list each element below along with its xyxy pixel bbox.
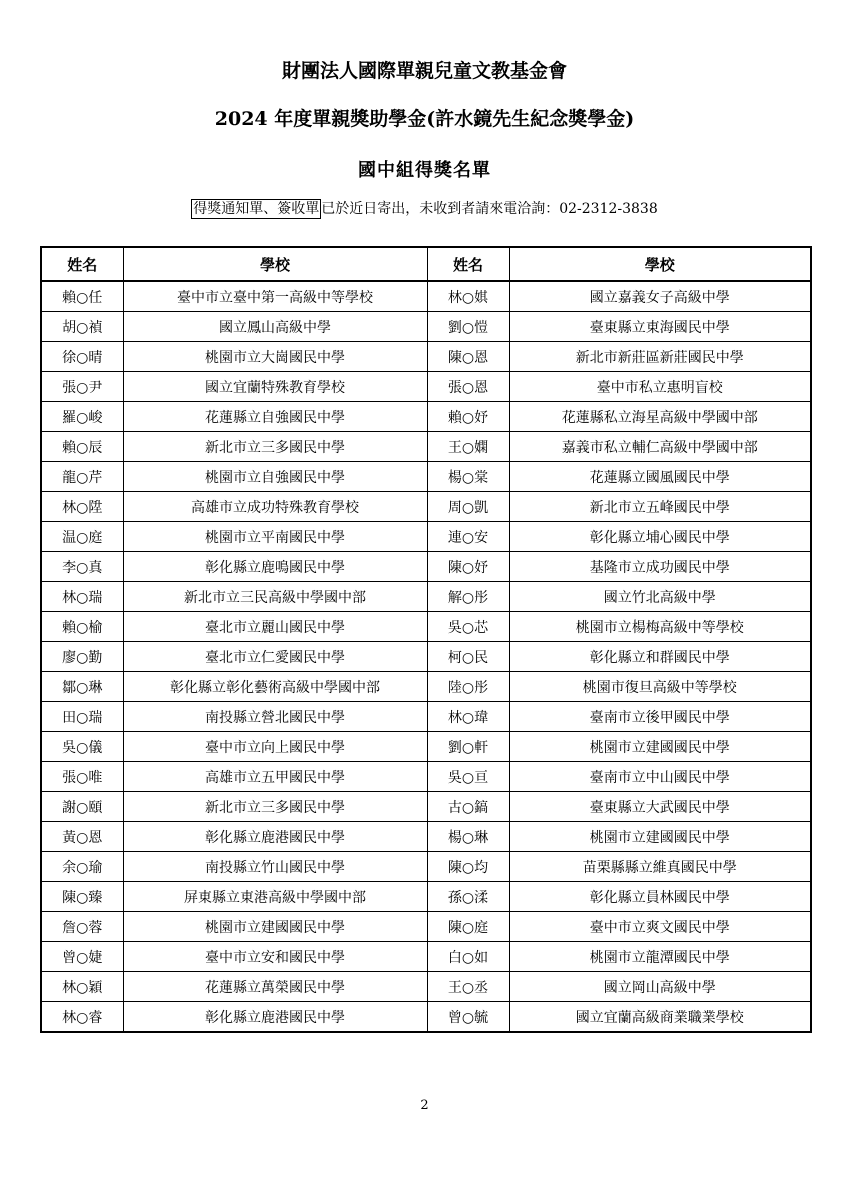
name-cell: 周○凱 <box>427 492 509 522</box>
name-cell: 余○瑜 <box>41 852 123 882</box>
school-cell: 國立嘉義女子高級中學 <box>509 281 811 312</box>
name-cell: 林○穎 <box>41 972 123 1002</box>
table-row <box>41 642 811 672</box>
table-row <box>41 672 811 702</box>
table-row <box>41 612 811 642</box>
school-cell: 花蓮縣立萬榮國民中學 <box>123 972 427 1002</box>
table-row <box>41 822 811 852</box>
name-cell: 張○尹 <box>41 372 123 402</box>
name-cell: 白○如 <box>427 942 509 972</box>
name-cell: 柯○民 <box>427 642 509 672</box>
header-school-left: 學校 <box>123 247 427 281</box>
table-row <box>41 281 811 312</box>
name-cell: 古○鎬 <box>427 792 509 822</box>
table-row <box>41 312 811 342</box>
name-cell: 黃○恩 <box>41 822 123 852</box>
name-cell: 陳○妤 <box>427 552 509 582</box>
school-cell: 國立宜蘭高級商業職業學校 <box>509 1002 811 1033</box>
school-cell: 國立竹北高級中學 <box>509 582 811 612</box>
list-title: 國中組得獎名單 <box>358 160 491 181</box>
table-row <box>41 492 811 522</box>
school-cell: 臺中市立安和國民中學 <box>123 942 427 972</box>
school-cell: 彰化縣立鹿港國民中學 <box>123 822 427 852</box>
table-row <box>41 402 811 432</box>
table-row <box>41 972 811 1002</box>
school-cell: 彰化縣立埔心國民中學 <box>509 522 811 552</box>
name-cell: 徐○晴 <box>41 342 123 372</box>
notice-line <box>0 198 849 218</box>
school-cell: 花蓮縣立自強國民中學 <box>123 402 427 432</box>
name-cell: 林○睿 <box>41 1002 123 1033</box>
name-cell: 賴○榆 <box>41 612 123 642</box>
award-table <box>40 246 812 1033</box>
school-cell: 彰化縣立員林國民中學 <box>509 882 811 912</box>
school-cell: 臺中市立爽文國民中學 <box>509 912 811 942</box>
school-cell: 花蓮縣私立海星高級中學國中部 <box>509 402 811 432</box>
name-cell: 鄒○琳 <box>41 672 123 702</box>
school-cell: 彰化縣立彰化藝術高級中學國中部 <box>123 672 427 702</box>
school-cell: 臺南市立後甲國民中學 <box>509 702 811 732</box>
header-name-left: 姓名 <box>41 247 123 281</box>
table-header-row <box>41 247 811 281</box>
name-cell: 陳○臻 <box>41 882 123 912</box>
name-cell: 羅○峻 <box>41 402 123 432</box>
school-cell: 基隆市立成功國民中學 <box>509 552 811 582</box>
table-row <box>41 702 811 732</box>
name-cell: 林○娸 <box>427 281 509 312</box>
name-cell: 楊○棠 <box>427 462 509 492</box>
school-cell: 臺北市立仁愛國民中學 <box>123 642 427 672</box>
table-row <box>41 462 811 492</box>
school-cell: 桃園市立平南國民中學 <box>123 522 427 552</box>
school-cell: 苗栗縣縣立維真國民中學 <box>509 852 811 882</box>
name-cell: 吳○亘 <box>427 762 509 792</box>
school-cell: 臺東縣立大武國民中學 <box>509 792 811 822</box>
name-cell: 解○彤 <box>427 582 509 612</box>
name-cell: 賴○任 <box>41 281 123 312</box>
name-cell: 曾○婕 <box>41 942 123 972</box>
name-cell: 吳○芯 <box>427 612 509 642</box>
name-cell: 陳○恩 <box>427 342 509 372</box>
name-cell: 張○唯 <box>41 762 123 792</box>
name-cell: 胡○禎 <box>41 312 123 342</box>
school-cell: 桃園市立建國國民中學 <box>509 822 811 852</box>
school-cell: 彰化縣立鹿港國民中學 <box>123 1002 427 1033</box>
name-cell: 王○嫻 <box>427 432 509 462</box>
name-cell: 詹○蓉 <box>41 912 123 942</box>
school-cell: 新北市立三多國民中學 <box>123 432 427 462</box>
program-title: 2024 年度單親獎助學金(許水鏡先生紀念獎學金) <box>214 108 635 130</box>
header-school-right: 學校 <box>509 247 811 281</box>
school-cell: 南投縣立營北國民中學 <box>123 702 427 732</box>
school-cell: 高雄市立五甲國民中學 <box>123 762 427 792</box>
school-cell: 臺中市立臺中第一高級中等學校 <box>123 281 427 312</box>
org-title: 財團法人國際單親兒童文教基金會 <box>281 60 567 82</box>
school-cell: 彰化縣立和群國民中學 <box>509 642 811 672</box>
table-row <box>41 762 811 792</box>
name-cell: 孫○渘 <box>427 882 509 912</box>
school-cell: 新北市立三民高級中學國中部 <box>123 582 427 612</box>
name-cell: 陸○彤 <box>427 672 509 702</box>
school-cell: 新北市立五峰國民中學 <box>509 492 811 522</box>
table-row <box>41 1002 811 1033</box>
name-cell: 陳○均 <box>427 852 509 882</box>
page-number: 2 <box>420 1098 429 1113</box>
school-cell: 臺中市立向上國民中學 <box>123 732 427 762</box>
table-row <box>41 912 811 942</box>
school-cell: 桃園市立楊梅高級中等學校 <box>509 612 811 642</box>
name-cell: 王○丞 <box>427 972 509 1002</box>
name-cell: 林○瑞 <box>41 582 123 612</box>
name-cell: 温○庭 <box>41 522 123 552</box>
school-cell: 國立岡山高級中學 <box>509 972 811 1002</box>
name-cell: 楊○琳 <box>427 822 509 852</box>
name-cell: 劉○愷 <box>427 312 509 342</box>
school-cell: 桃園市立大崗國民中學 <box>123 342 427 372</box>
name-cell: 連○安 <box>427 522 509 552</box>
table-row <box>41 372 811 402</box>
name-cell: 田○瑞 <box>41 702 123 732</box>
table-row <box>41 342 811 372</box>
name-cell: 謝○頤 <box>41 792 123 822</box>
school-cell: 花蓮縣立國風國民中學 <box>509 462 811 492</box>
school-cell: 高雄市立成功特殊教育學校 <box>123 492 427 522</box>
school-cell: 嘉義市私立輔仁高級中學國中部 <box>509 432 811 462</box>
name-cell: 賴○妤 <box>427 402 509 432</box>
school-cell: 桃園市立自強國民中學 <box>123 462 427 492</box>
table-row <box>41 852 811 882</box>
notice-boxed-text: 得獎通知單、簽收單 <box>193 201 320 217</box>
name-cell: 劉○軒 <box>427 732 509 762</box>
table-row <box>41 522 811 552</box>
school-cell: 桃園市立建國國民中學 <box>123 912 427 942</box>
notice-text: 已於近日寄出，未收到者請來電洽詢：02-2312-3838 <box>321 201 658 217</box>
school-cell: 桃園市復旦高級中等學校 <box>509 672 811 702</box>
name-cell: 陳○庭 <box>427 912 509 942</box>
school-cell: 國立宜蘭特殊教育學校 <box>123 372 427 402</box>
school-cell: 臺中市私立惠明盲校 <box>509 372 811 402</box>
school-cell: 臺東縣立東海國民中學 <box>509 312 811 342</box>
table-row <box>41 432 811 462</box>
name-cell: 賴○辰 <box>41 432 123 462</box>
school-cell: 新北市立三多國民中學 <box>123 792 427 822</box>
school-cell: 彰化縣立鹿鳴國民中學 <box>123 552 427 582</box>
name-cell: 林○瑋 <box>427 702 509 732</box>
header-name-right: 姓名 <box>427 247 509 281</box>
school-cell: 新北市新莊區新莊國民中學 <box>509 342 811 372</box>
name-cell: 林○陞 <box>41 492 123 522</box>
name-cell: 龍○芹 <box>41 462 123 492</box>
table-row <box>41 792 811 822</box>
school-cell: 臺北市立麗山國民中學 <box>123 612 427 642</box>
table-row <box>41 732 811 762</box>
table-row <box>41 882 811 912</box>
table-row <box>41 552 811 582</box>
school-cell: 南投縣立竹山國民中學 <box>123 852 427 882</box>
table-row <box>41 942 811 972</box>
school-cell: 臺南市立中山國民中學 <box>509 762 811 792</box>
school-cell: 桃園市立龍潭國民中學 <box>509 942 811 972</box>
school-cell: 屏東縣立東港高級中學國中部 <box>123 882 427 912</box>
school-cell: 桃園市立建國國民中學 <box>509 732 811 762</box>
name-cell: 張○恩 <box>427 372 509 402</box>
name-cell: 吳○儀 <box>41 732 123 762</box>
name-cell: 廖○勤 <box>41 642 123 672</box>
name-cell: 曾○毓 <box>427 1002 509 1033</box>
table-row <box>41 582 811 612</box>
school-cell: 國立鳳山高級中學 <box>123 312 427 342</box>
name-cell: 李○真 <box>41 552 123 582</box>
